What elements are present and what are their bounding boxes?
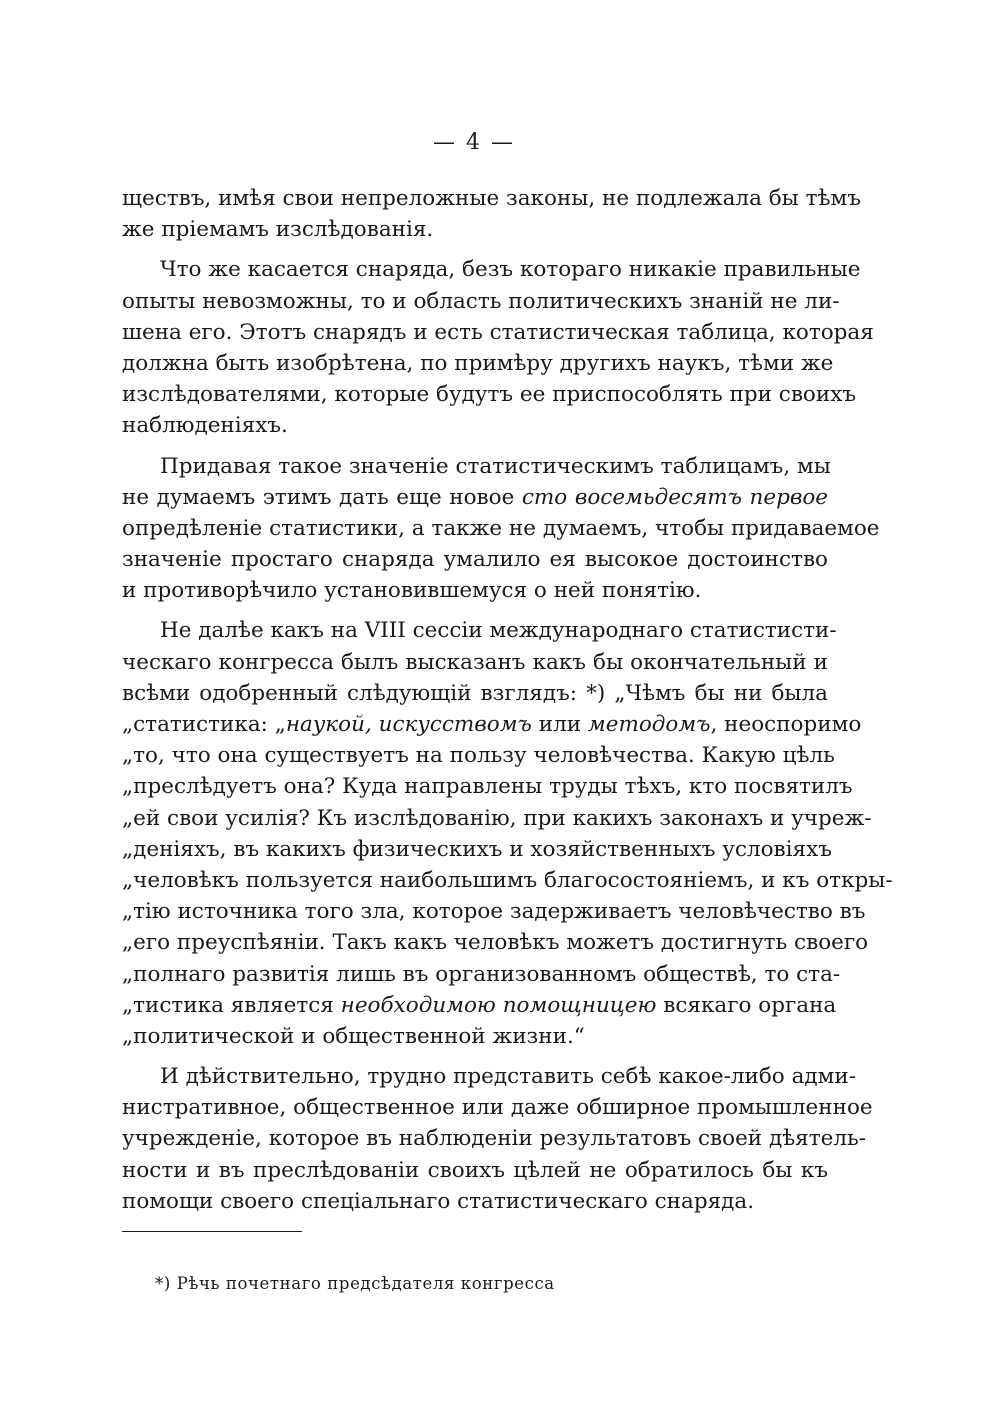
paragraph	[122, 1061, 873, 1217]
italic-text: сто восемьдесятъ первое	[521, 484, 829, 510]
paragraph	[122, 615, 893, 1052]
text-line	[122, 254, 861, 285]
paragraph	[122, 254, 874, 441]
footnote-divider	[122, 1231, 302, 1232]
text-run: не думаемъ этимъ дать еще новое	[122, 484, 522, 510]
page-number: — 4 —	[433, 130, 515, 155]
text-run: наблюденіяхъ.	[122, 413, 288, 439]
text-line	[122, 348, 834, 379]
text-line	[122, 1061, 856, 1092]
text-line	[122, 410, 828, 441]
text-run: должна быть изобрѣтена, по примѣру другихъ наукъ, тѣми же	[122, 350, 834, 376]
text-run: „его преуспѣяніи. Такъ какъ человѣкъ можетъ достигнуть своего	[122, 930, 869, 956]
text-line	[122, 709, 862, 740]
text-run: , неоспоримо	[710, 712, 862, 737]
text-run: И дѣйствительно, трудно представить себѣ какое-либо адми-	[160, 1064, 856, 1090]
text-line	[122, 286, 840, 317]
body-text	[122, 183, 893, 1217]
text-run: „тію источника того зла, которое задерживаетъ человѣчество въ	[122, 899, 866, 925]
text-line	[122, 647, 828, 678]
paragraph-gap	[122, 1052, 828, 1061]
text-line	[122, 834, 832, 865]
text-line	[122, 959, 841, 990]
text-run: всякаго органа	[656, 992, 837, 1018]
footnote: *) Рѣчь почетнаго предсѣдателя конгресса	[155, 1274, 555, 1293]
text-run: учрежденіе, которое въ наблюденіи результатовъ своей дѣятель-	[122, 1126, 866, 1152]
text-line	[122, 317, 874, 348]
text-line	[122, 544, 828, 575]
text-run: „преслѣдуетъ она? Куда направлены труды тѣхъ, кто посвятилъ	[122, 774, 853, 800]
text-run: „политической и общественной жизни.“	[122, 1023, 585, 1049]
text-run: „статистика: „	[122, 712, 286, 737]
text-run: и противорѣчило установившемуся о ней понятію.	[122, 578, 702, 604]
text-run: помощи своего спеціальнаго статистическаго снаряда.	[122, 1188, 755, 1214]
text-line	[122, 482, 828, 513]
text-run: „ей свои усилія? Къ изслѣдованію, при какихъ законахъ и учреж-	[122, 805, 872, 831]
text-line	[122, 865, 893, 896]
text-line	[122, 1155, 828, 1186]
text-run: Придавая такое значеніе статистическимъ таблицамъ, мы	[160, 453, 831, 479]
text-line	[122, 1123, 866, 1154]
text-run: „полнаго развитія лишь въ организованномъ обществѣ, то ста-	[122, 961, 841, 987]
text-run: „человѣкъ пользуется наибольшимъ благосостояніемъ, и къ откры-	[122, 867, 893, 893]
paragraph	[122, 183, 861, 245]
text-run: опредѣленіе статистики, а также не думаемъ, чтобы придаваемое	[122, 515, 880, 541]
text-run: ческаго конгресса былъ высказанъ какъ бы окончательный и	[122, 649, 828, 675]
text-line	[122, 740, 835, 771]
text-run: „тистика является	[122, 992, 341, 1018]
text-run: или	[531, 712, 588, 737]
italic-text: наукой, искусствомъ	[285, 712, 532, 737]
text-line	[122, 575, 828, 606]
paragraph-gap	[122, 245, 828, 254]
text-run: „то, что она существуетъ на пользу человѣчества. Какую цѣль	[122, 743, 835, 769]
text-run: шена его. Этотъ снарядъ и есть статистическая таблица, которая	[122, 319, 874, 345]
text-run: „деніяхъ, въ какихъ физическихъ и хозяйственныхъ условіяхъ	[122, 836, 832, 862]
text-run: ществъ, имѣя свои непреложные законы, не подлежала бы тѣмъ	[122, 186, 861, 211]
text-line	[122, 771, 853, 802]
text-run: опыты невозможны, то и область политическихъ знаній не ли-	[122, 288, 840, 314]
text-run: значеніе простаго снаряда умалило ея высокое достоинство	[122, 547, 828, 573]
paragraph-gap	[122, 606, 828, 615]
italic-text: методомъ	[587, 712, 711, 737]
text-run: Что же касается снаряда, безъ котораго никакіе правильные	[160, 257, 861, 283]
text-line	[122, 615, 837, 646]
paragraph	[122, 451, 880, 607]
text-run: нистративное, общественное или даже обширное промышленное	[122, 1095, 873, 1121]
text-line	[122, 803, 872, 834]
text-line	[122, 896, 866, 927]
text-line	[122, 990, 837, 1021]
text-line	[122, 513, 880, 544]
italic-text: необходимою помощницею	[340, 992, 657, 1018]
text-line	[122, 1186, 828, 1217]
text-line	[122, 1092, 873, 1123]
text-run: же пріемамъ изслѣдованія.	[122, 217, 434, 243]
text-run: изслѣдователями, которые будутъ ее приспособлять при своихъ	[122, 382, 857, 408]
text-line	[122, 927, 869, 958]
text-line	[122, 1021, 828, 1052]
text-line	[122, 678, 828, 709]
text-line	[122, 379, 857, 410]
text-line	[122, 214, 828, 245]
text-run: Не далѣе какъ на VIII сессіи международнаго статистисти-	[160, 618, 837, 644]
text-run: ности и въ преслѣдованіи своихъ цѣлей не обратилось бы къ	[122, 1157, 828, 1183]
text-run: всѣми одобренный слѣдующій взглядъ: *) „Чѣмъ бы ни была	[122, 680, 828, 706]
paragraph-gap	[122, 442, 828, 451]
text-line	[122, 183, 861, 214]
text-line	[122, 451, 831, 482]
